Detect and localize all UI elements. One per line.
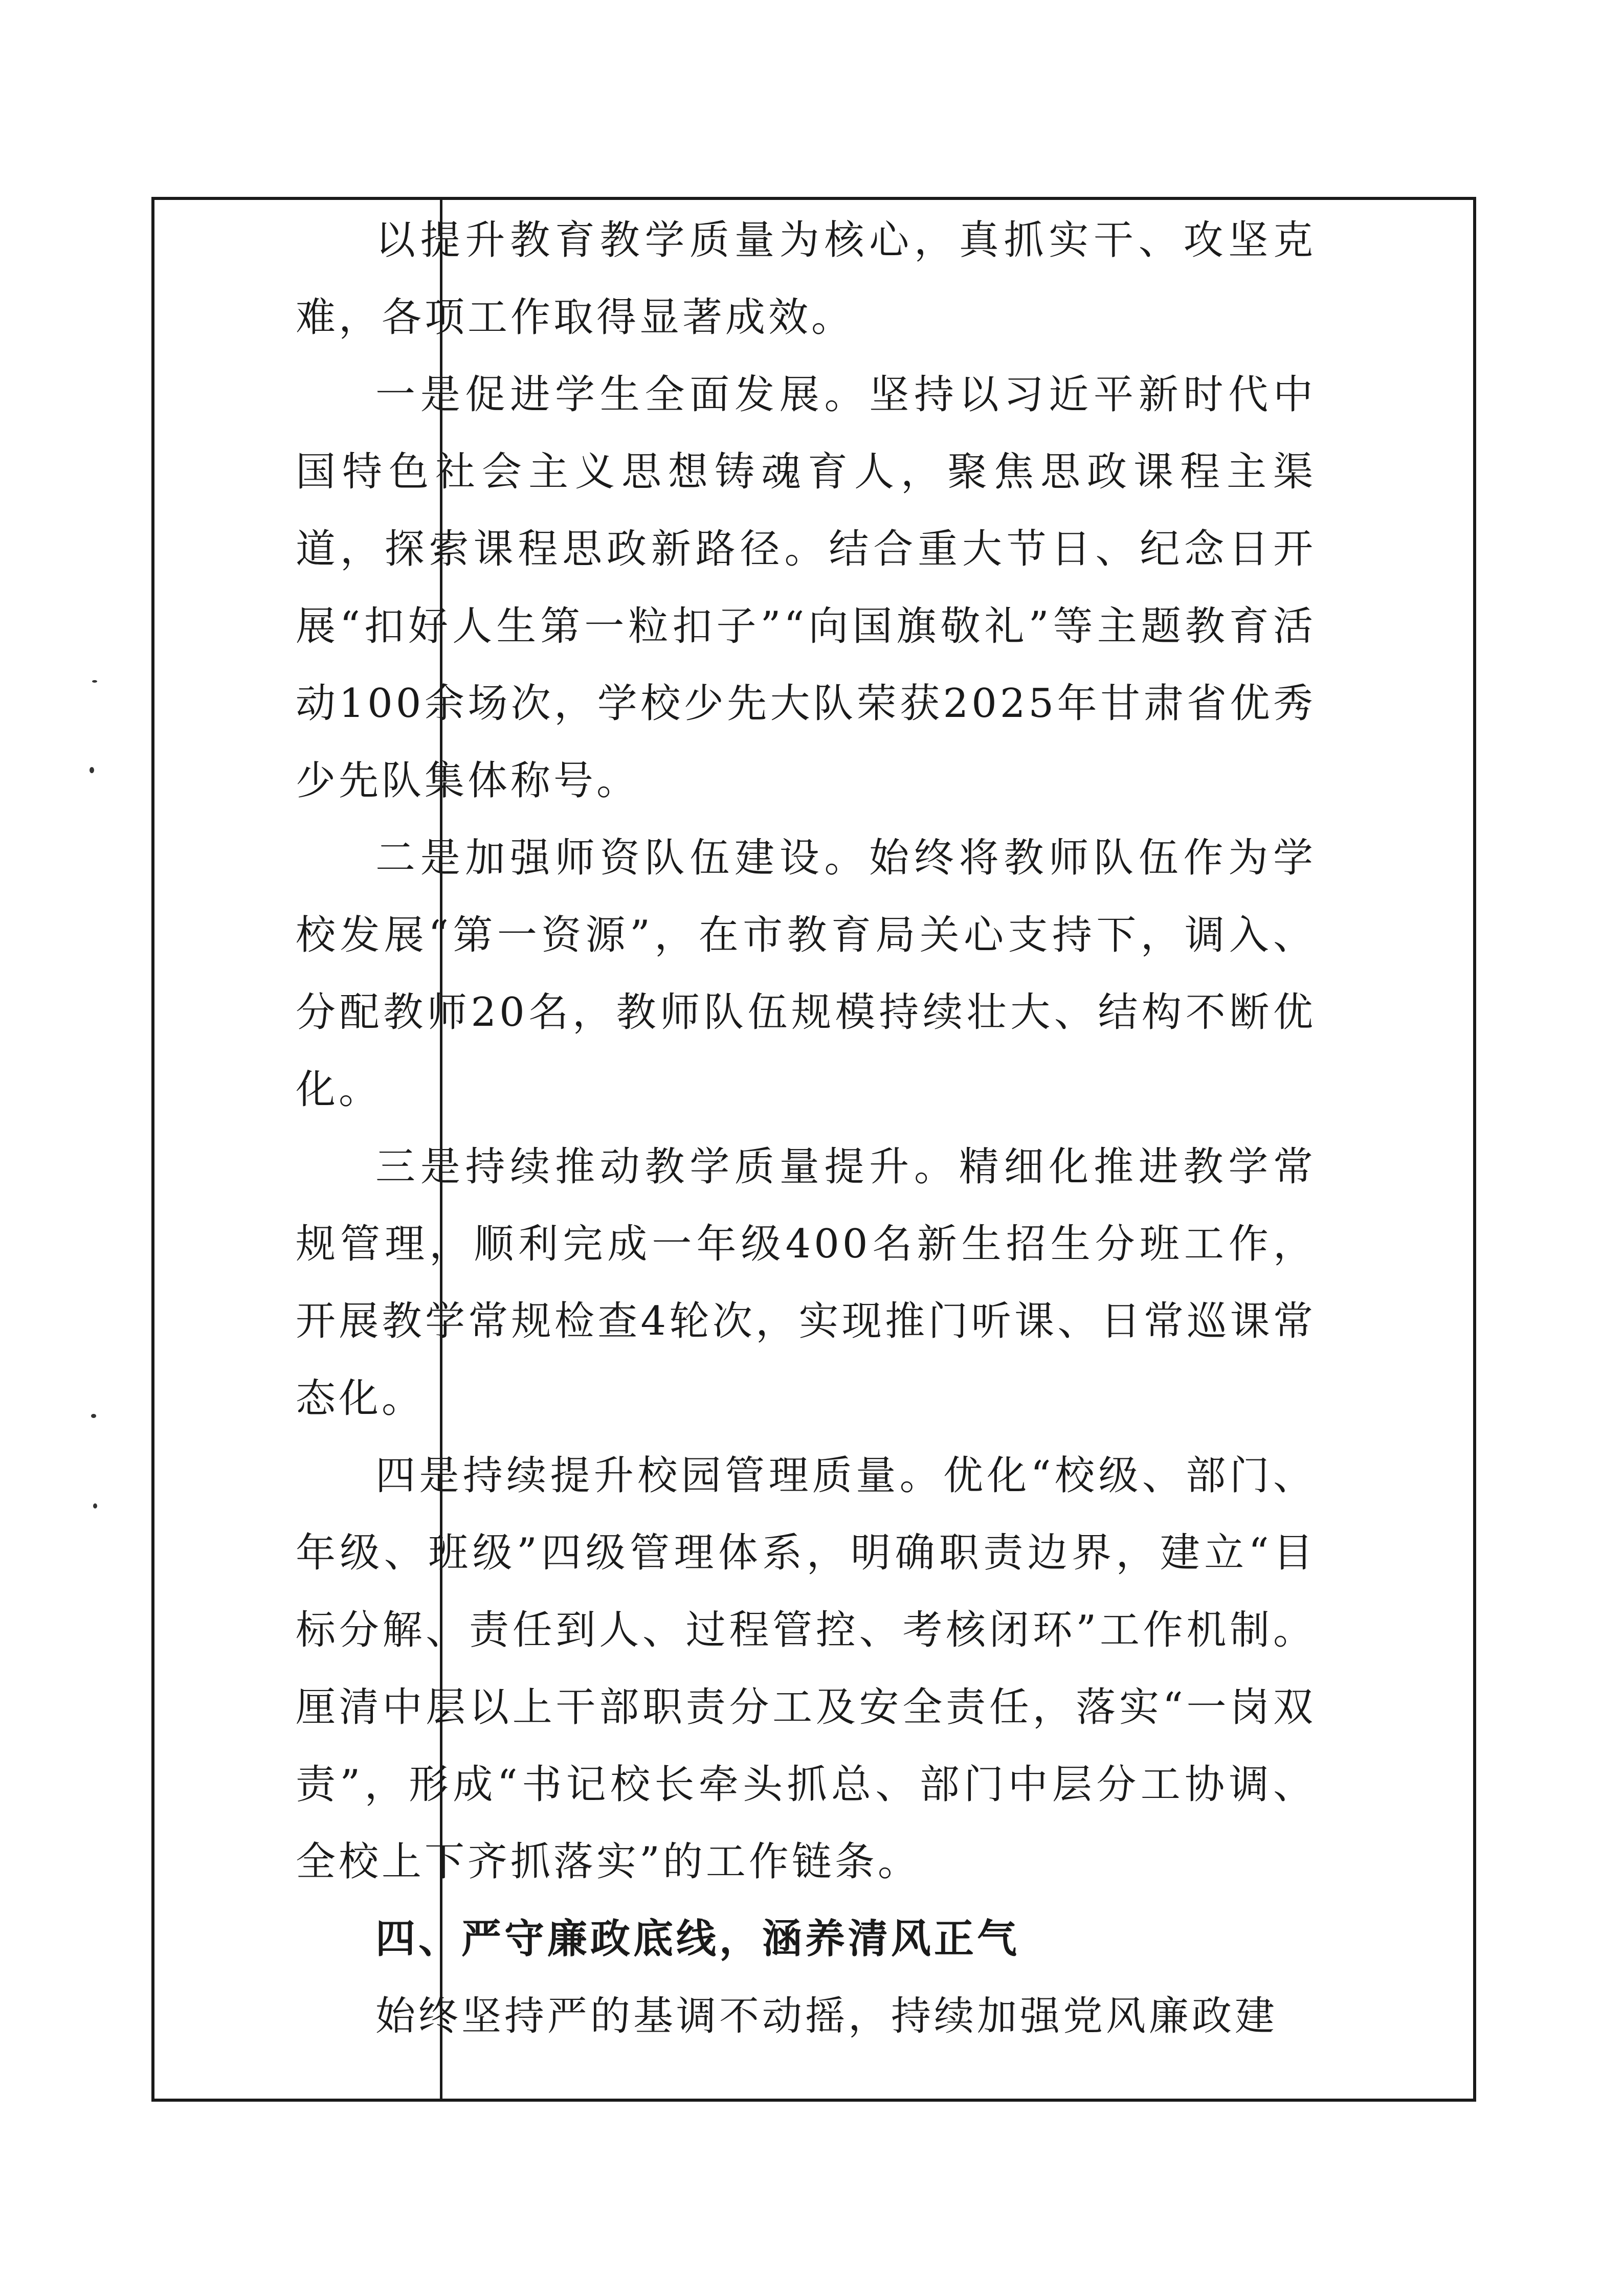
- scan-speck: [92, 680, 97, 683]
- paragraph-closing: 始终坚持严的基调不动摇，持续加强党风廉政建: [375, 1993, 1278, 2039]
- paragraph-teacher-team: 二是加强师资队伍建设。始终将教师队伍作为学校发展“第一资源”，在市教育局关心支持下，调入、分配教师20名，教师队伍规模持续壮大、结构不断优化。: [296, 835, 1316, 1113]
- scan-speck: [93, 1503, 97, 1509]
- scan-speck: [90, 767, 94, 773]
- paragraph-intro: 以提升教育教学质量为核心，真抓实干、攻坚克难，各项工作取得显著成效。: [296, 217, 1316, 341]
- scan-speck: [91, 1414, 96, 1418]
- paragraph-campus-management: 四是持续提升校园管理质量。优化“校级、部门、年级、班级”四级管理体系，明确职责边界，建立“目标分解、责任到人、过程管控、考核闭环”工作机制。厘清中层以上干部职责分工及安全责任，落实“一岗双责”，形成“书记校长牵头抓总、部门中层分工协调、全校上下齐抓落实”的工作链条。: [296, 1453, 1316, 1885]
- section-heading: 四、严守廉政底线，涵养清风正气: [375, 1916, 1020, 1962]
- paragraph-teaching-quality: 三是持续推动教学质量提升。精细化推进教学常规管理，顺利完成一年级400名新生招生分班工作，开展教学常规检查4轮次，实现推门听课、日常巡课常态化。: [296, 1144, 1316, 1422]
- document-content: [296, 202, 1316, 2039]
- paragraph-student-development: 一是促进学生全面发展。坚持以习近平新时代中国特色社会主义思想铸魂育人，聚焦思政课程主渠道，探索课程思政新路径。结合重大节日、纪念日开展“扣好人生第一粒扣子”“向国旗敬礼”等主题教育活动100余场次，学校少先大队荣获2025年甘肃省优秀少先队集体称号。: [296, 372, 1316, 804]
